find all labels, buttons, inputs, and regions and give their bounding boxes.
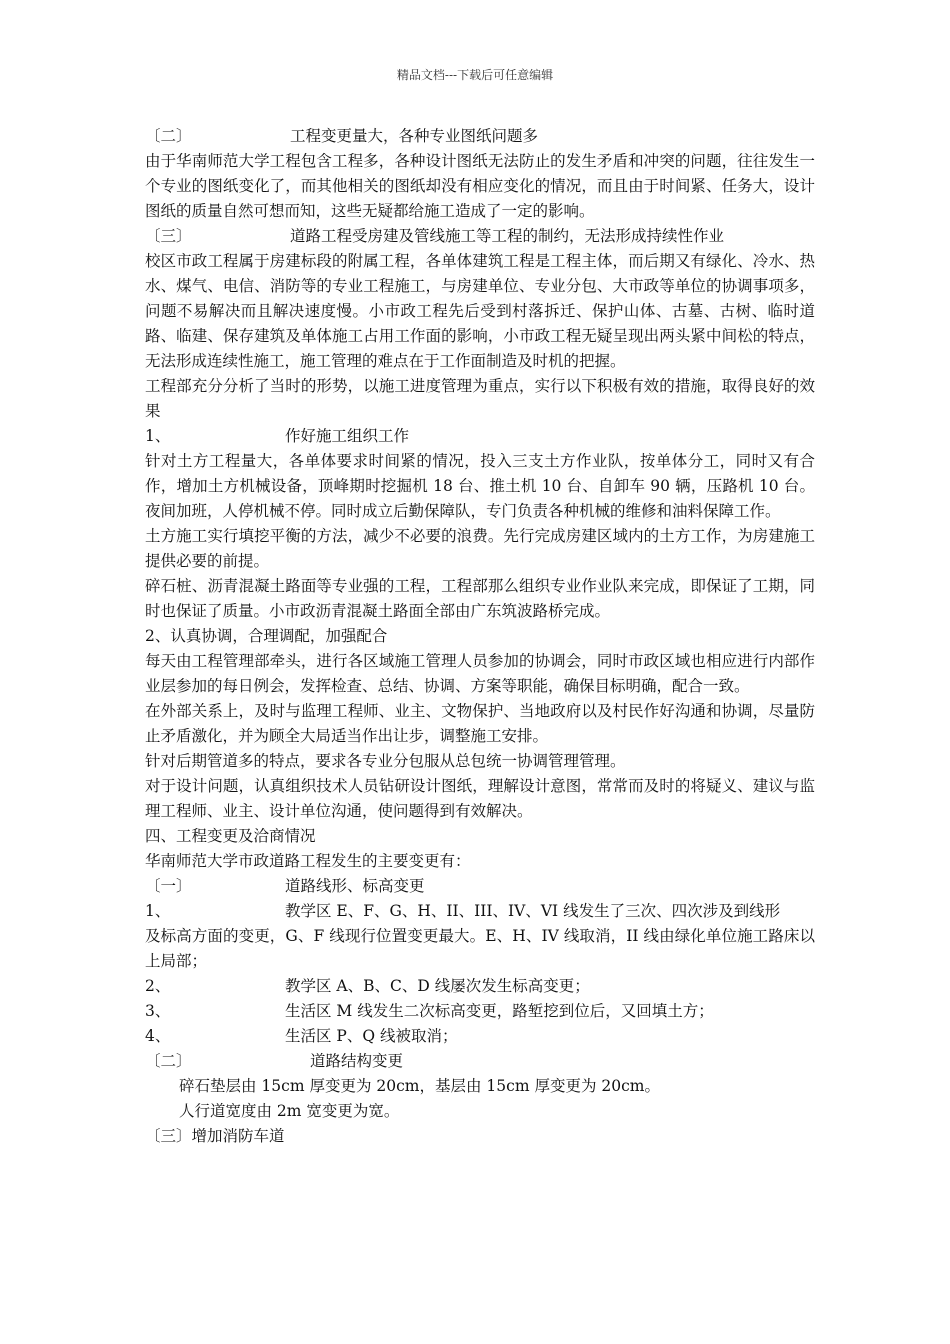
paragraph: 每天由工程管理部牵头，进行各区域施工管理人员参加的协调会，同时市政区域也相应进行内部作业层参加的每日例会，发挥检查、总结、协调、方案等职能，确保目标明确，配合一致。 xyxy=(145,652,815,695)
subsection-title: 道路结构变更 xyxy=(310,1052,404,1070)
section-number: 〔三〕 xyxy=(145,227,192,245)
subsection-heading: 〔三〕增加消防车道 xyxy=(145,1127,285,1145)
list-heading xyxy=(145,424,815,449)
paragraph: 华南师范大学市政道路工程发生的主要变更有： xyxy=(145,852,471,870)
paragraph: 校区市政工程属于房建标段的附属工程，各单体建筑工程是工程主体，而后期又有绿化、冷水、热水、煤气、电信、消防等的专业工程施工，与房建单位、专业分包、大市政等单位的协调事项多，问题不易解决而且解决速度慢。小市政工程先后受到村落拆迁、保护山体、古墓、古树、临时道路、临建、保存建筑及单体施工占用工作面的影响，小市政工程无疑呈现出两头紧中间松的特点，无法形成连续性施工，施工管理的难点在于工作面制造及时机的把握。 xyxy=(145,252,815,370)
list-item xyxy=(145,974,815,999)
paragraph: 针对后期管道多的特点，要求各专业分包服从总包统一协调管理管理。 xyxy=(145,752,626,770)
list-title: 作好施工组织工作 xyxy=(285,427,410,445)
paragraph: 碎石桩、沥青混凝土路面等专业强的工程，工程部那么组织专业作业队来完成，即保证了工期，同时也保证了质量。小市政沥青混凝土路面全部由广东筑波路桥完成。 xyxy=(145,577,815,620)
paragraph: 土方施工实行填挖平衡的方法，减少不必要的浪费。先行完成房建区域内的土方工作，为房建施工提供必要的前提。 xyxy=(145,527,815,570)
paragraph: 在外部关系上，及时与监理工程师、业主、文物保护、当地政府以及村民作好沟通和协调，尽量防止矛盾激化，并为顾全大局适当作出让步，调整施工安排。 xyxy=(145,702,815,745)
list-number: 2、 xyxy=(145,977,171,995)
list-text: 教学区 A、B、C、D 线屡次发生标高变更； xyxy=(285,977,590,995)
section-title: 道路工程受房建及管线施工等工程的制约，无法形成持续性作业 xyxy=(290,227,725,245)
subsection-heading xyxy=(145,874,815,899)
paragraph: 对于设计问题，认真组织技术人员钻研设计图纸，理解设计意图，常常而及时的将疑义、建议与监理工程师、业主、设计单位沟通，使问题得到有效解决。 xyxy=(145,777,815,820)
document-body xyxy=(145,124,815,1149)
list-number: 4、 xyxy=(145,1027,171,1045)
subsection-title: 道路线形、标高变更 xyxy=(285,877,425,895)
section-title: 工程变更量大，各种专业图纸问题多 xyxy=(290,127,539,145)
section-number: 〔二〕 xyxy=(145,127,192,145)
list-item-continuation: 及标高方面的变更，G、F 线现行位置变更最大。E、H、IV 线取消，II 线由绿化单位施工路床以上局部； xyxy=(145,927,815,970)
list-text: 教学区 E、F、G、H、II、III、IV、VI 线发生了三次、四次涉及到线形 xyxy=(285,902,781,920)
list-text: 生活区 M 线发生二次标高变更，路堑挖到位后，又回填土方； xyxy=(285,1002,714,1020)
page-header: 精品文档---下载后可任意编辑 xyxy=(396,68,554,82)
paragraph: 碎石垫层由 15cm 厚变更为 20cm，基层由 15cm 厚变更为 20cm。 xyxy=(179,1077,660,1095)
paragraph: 人行道宽度由 2m 宽变更为宽。 xyxy=(179,1102,400,1120)
list-heading: 2、认真协调，合理调配，加强配合 xyxy=(145,627,388,645)
list-number: 1、 xyxy=(145,427,171,445)
paragraph: 针对土方工程量大，各单体要求时间紧的情况，投入三支土方作业队，按单体分工，同时又有合作，增加土方机械设备，顶峰期时挖掘机 18 台、推土机 10 台、自卸车 90 辆，压路机 10 台。夜间加班，人停机械不停。同时成立后勤保障队，专门负责各种机械的维修和油料保障工作。 xyxy=(145,452,815,520)
list-number: 3、 xyxy=(145,1002,171,1020)
subsection-heading xyxy=(145,1049,815,1074)
list-item xyxy=(145,1024,815,1049)
section-heading: 四、工程变更及洽商情况 xyxy=(145,827,316,845)
subsection-number: 〔一〕 xyxy=(145,877,192,895)
section-heading xyxy=(145,224,815,249)
section-heading xyxy=(145,124,815,149)
list-item xyxy=(145,899,815,924)
paragraph: 工程部充分分析了当时的形势，以施工进度管理为重点，实行以下积极有效的措施，取得良好的效果 xyxy=(145,377,815,420)
paragraph: 由于华南师范大学工程包含工程多，各种设计图纸无法防止的发生矛盾和冲突的问题，往往发生一个专业的图纸变化了，而其他相关的图纸却没有相应变化的情况，而且由于时间紧、任务大，设计图纸的质量自然可想而知，这些无疑都给施工造成了一定的影响。 xyxy=(145,152,815,220)
list-number: 1、 xyxy=(145,902,171,920)
list-item xyxy=(145,999,815,1024)
subsection-number: 〔二〕 xyxy=(145,1052,192,1070)
list-text: 生活区 P、Q 线被取消； xyxy=(285,1027,458,1045)
